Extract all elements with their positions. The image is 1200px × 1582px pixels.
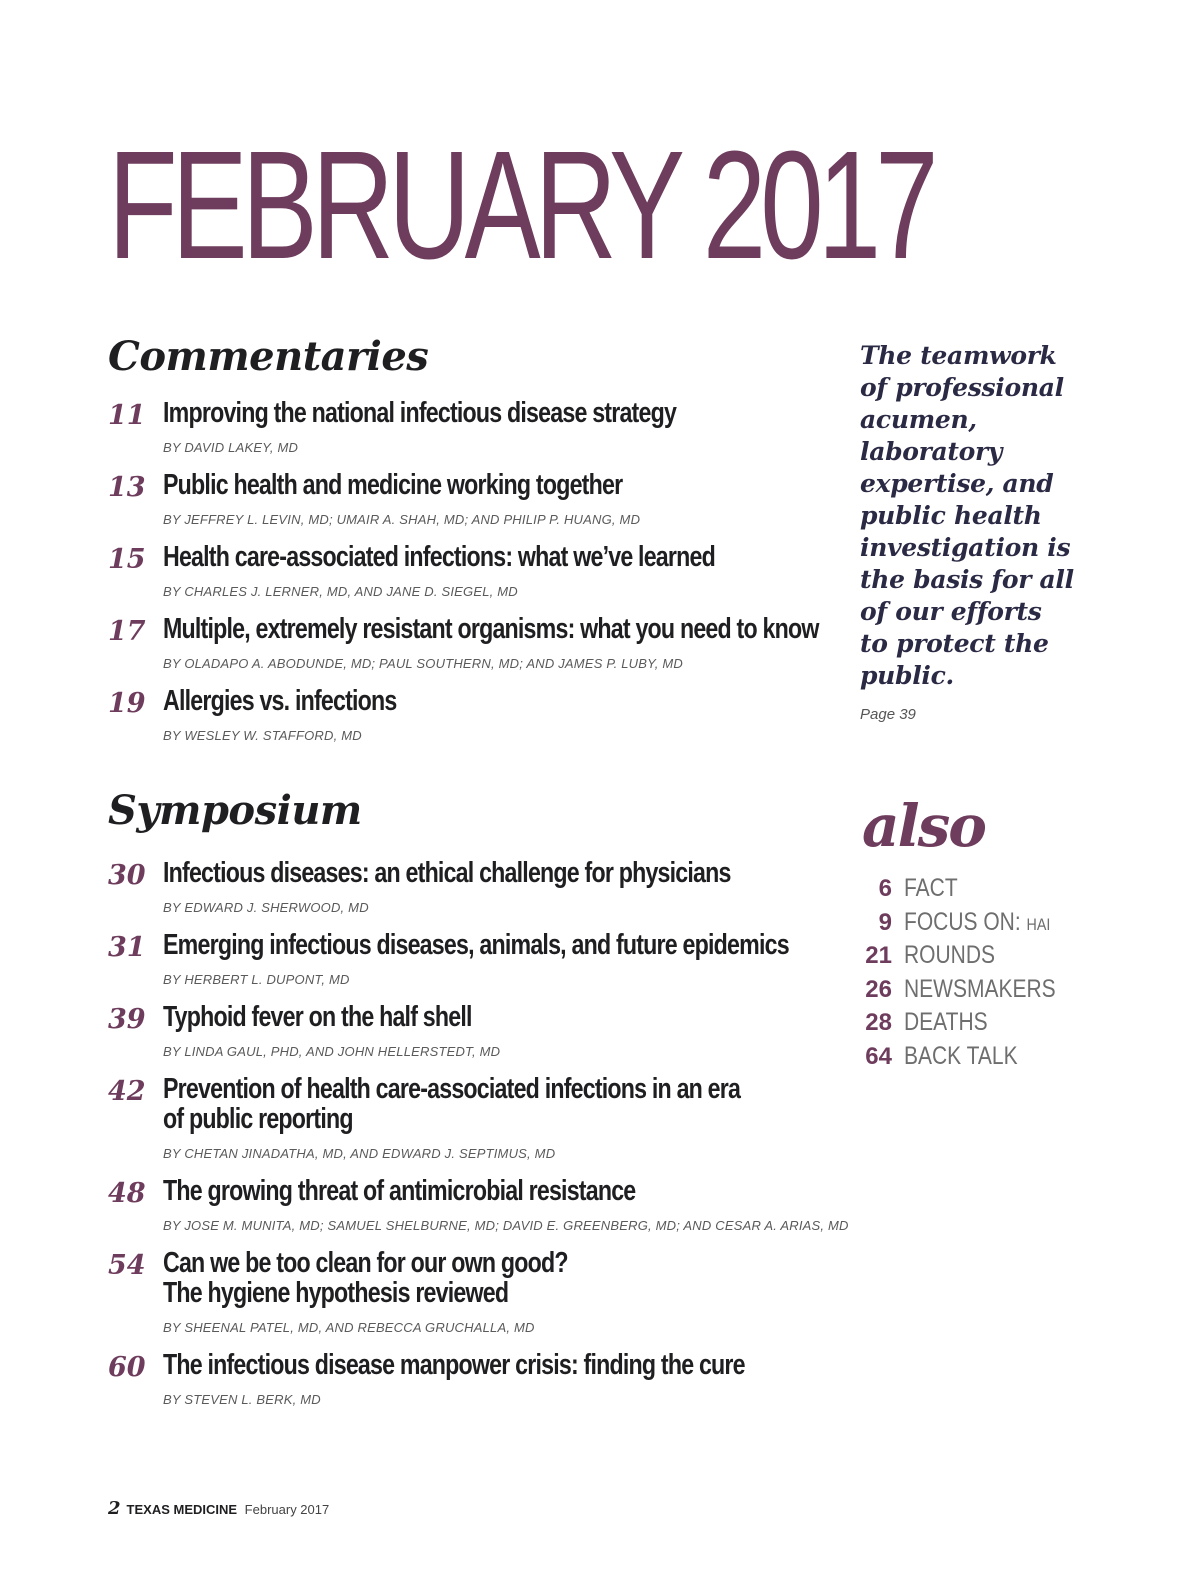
entry-byline: BY WESLEY W. STAFFORD, MD: [163, 728, 362, 743]
entry-byline: BY HERBERT L. DUPONT, MD: [163, 972, 350, 987]
also-item[interactable]: [856, 1006, 1086, 1040]
entry-title: The infectious disease manpower crisis: finding the cure: [163, 1349, 745, 1381]
entry-title: Can we be too clean for our own good?: [163, 1247, 568, 1279]
entry-byline: BY DAVID LAKEY, MD: [163, 440, 299, 455]
entry-page-number: 42: [108, 1076, 146, 1107]
entry-title: Health care-associated infections: what we’ve learned: [163, 541, 715, 573]
footer-date: February 2017: [244, 1502, 330, 1517]
entry-page-number: 17: [108, 616, 146, 647]
also-item-label: NEWSMAKERS: [904, 974, 1056, 1003]
entry-page-number: 19: [108, 688, 146, 719]
commentaries-heading: Commentaries: [108, 333, 429, 380]
symposium-heading: Symposium: [108, 787, 362, 834]
footer-publication: TEXAS MEDICINE: [126, 1502, 238, 1517]
entry-title: Improving the national infectious disease strategy: [163, 397, 677, 429]
entry-title: Public health and medicine working together: [163, 469, 623, 501]
also-item-label: FACT: [904, 874, 958, 902]
entry-byline: BY CHETAN JINADATHA, MD, AND EDWARD J. SEPTIMUS, MD: [163, 1146, 556, 1161]
pull-quote-page-ref[interactable]: Page 39: [860, 706, 916, 723]
page-footer: [108, 1498, 329, 1519]
entry-page-number: 39: [108, 1004, 146, 1035]
entry-page-number: 11: [108, 400, 146, 431]
entry-byline: BY CHARLES J. LERNER, MD, AND JANE D. SIEGEL, MD: [163, 584, 518, 599]
also-list: [856, 872, 1086, 1073]
entry-page-number: 30: [108, 860, 146, 891]
entry-title: Multiple, extremely resistant organisms: what you need to know: [163, 613, 819, 645]
entry-byline: BY SHEENAL PATEL, MD, AND REBECCA GRUCHALLA, MD: [163, 1320, 535, 1335]
also-item[interactable]: [856, 973, 1086, 1007]
entry-byline: BY STEVEN L. BERK, MD: [163, 1392, 321, 1407]
entry-page-number: 13: [108, 472, 146, 503]
entry-title-line-2: The hygiene hypothesis reviewed: [163, 1277, 509, 1309]
also-item[interactable]: [856, 1040, 1086, 1074]
also-item-page: 9: [878, 908, 892, 936]
also-item-page: 21: [865, 942, 892, 969]
also-item-label: FOCUS ON: HAI: [904, 907, 1051, 936]
entry-page-number: 54: [108, 1250, 146, 1281]
entry-title: Allergies vs. infections: [163, 685, 397, 717]
entry-title: Infectious diseases: an ethical challenge for physicians: [163, 857, 731, 889]
entry-byline: BY JEFFREY L. LEVIN, MD; UMAIR A. SHAH, MD; AND PHILIP P. HUANG, MD: [163, 512, 641, 527]
also-item[interactable]: [856, 906, 1086, 940]
entry-page-number: 60: [108, 1352, 146, 1383]
also-item-label: ROUNDS: [904, 941, 996, 969]
also-item-page: 64: [865, 1042, 892, 1070]
entry-title-line-2: of public reporting: [163, 1103, 353, 1135]
also-item[interactable]: [856, 939, 1086, 973]
also-item-page: 28: [865, 1009, 892, 1036]
also-item-sublabel: HAI: [1026, 914, 1051, 934]
entry-title: Emerging infectious diseases, animals, and future epidemics: [163, 929, 789, 961]
entry-title: Typhoid fever on the half shell: [163, 1001, 472, 1033]
footer-page-number: 2: [108, 1498, 121, 1519]
pull-quote: The teamwork of professional acumen, laboratory expertise, and public health investigation is the basis for all of our efforts to protect the public.: [860, 341, 1074, 690]
entry-byline: BY LINDA GAUL, PHD, AND JOHN HELLERSTEDT, MD: [163, 1044, 501, 1059]
also-heading: also: [862, 792, 985, 860]
entry-byline: BY EDWARD J. SHERWOOD, MD: [163, 900, 369, 915]
also-item[interactable]: [856, 872, 1086, 906]
entry-page-number: 48: [108, 1178, 146, 1209]
page-title: FEBRUARY 2017: [108, 119, 933, 291]
entry-byline: BY JOSE M. MUNITA, MD; SAMUEL SHELBURNE, MD; DAVID E. GREENBERG, MD; AND CESAR A. ARIAS, MD: [163, 1218, 849, 1233]
entry-byline: BY OLADAPO A. ABODUNDE, MD; PAUL SOUTHERN, MD; AND JAMES P. LUBY, MD: [163, 656, 683, 671]
entry-page-number: 15: [108, 544, 146, 575]
also-item-label: DEATHS: [904, 1008, 988, 1036]
also-item-label: BACK TALK: [904, 1041, 1018, 1070]
entry-title: Prevention of health care-associated infections in an era: [163, 1073, 741, 1105]
also-item-page: 6: [878, 875, 892, 902]
entry-title: The growing threat of antimicrobial resistance: [163, 1175, 636, 1207]
also-item-page: 26: [865, 975, 892, 1003]
entry-page-number: 31: [108, 932, 146, 963]
